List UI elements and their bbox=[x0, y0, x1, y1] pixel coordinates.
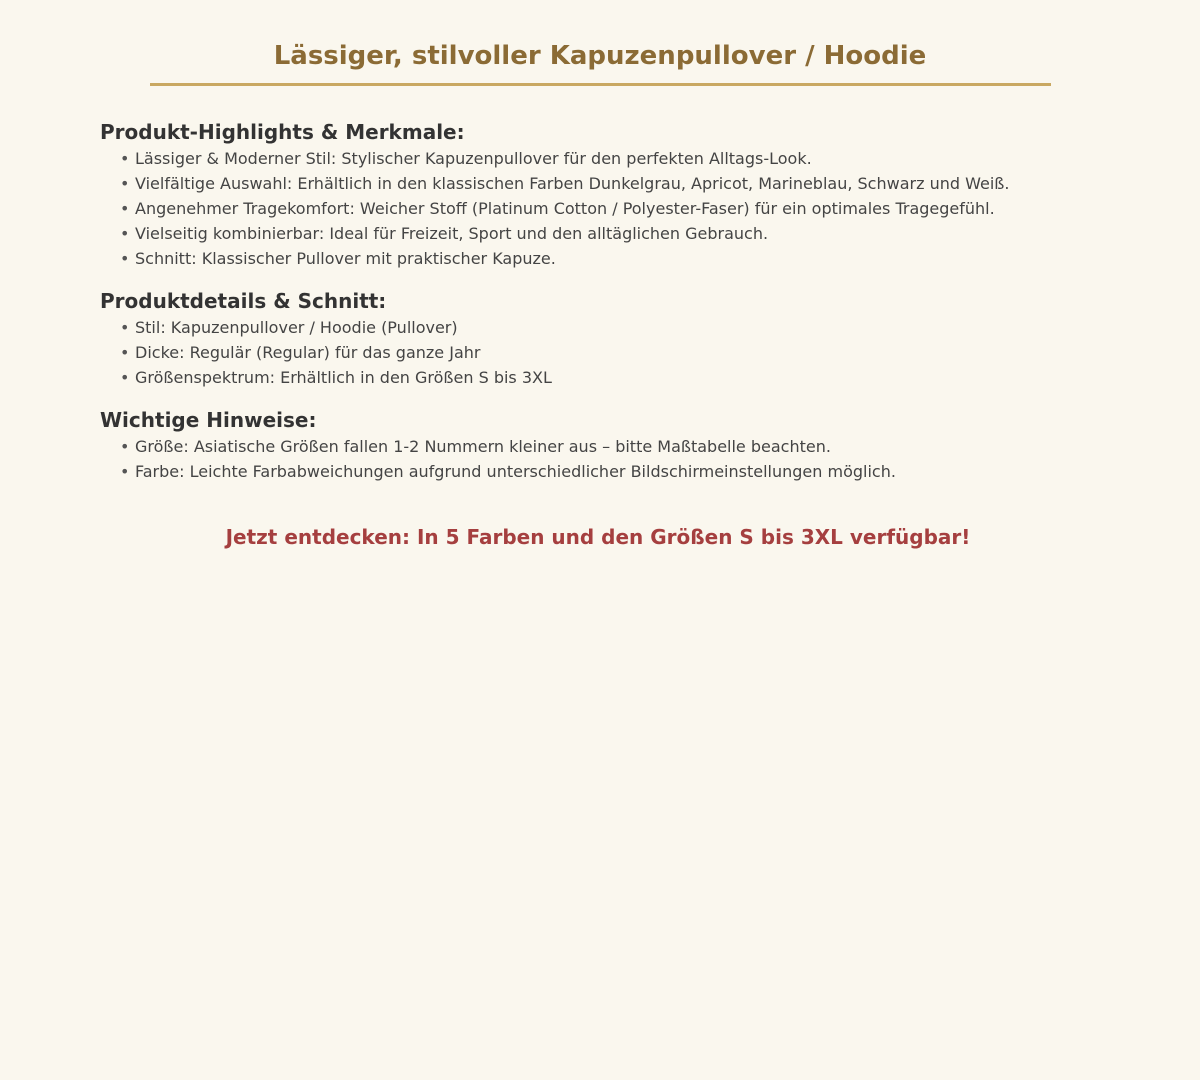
bullet-icon: • bbox=[120, 199, 130, 218]
list-item bbox=[120, 315, 1100, 340]
bullet-icon: • bbox=[120, 343, 130, 362]
title-divider bbox=[150, 83, 1051, 86]
list-item bbox=[120, 434, 1100, 459]
details-list bbox=[100, 315, 1100, 390]
highlights-list bbox=[100, 146, 1100, 271]
list-item-text: Dicke: Regulär (Regular) für das ganze Jahr bbox=[135, 343, 481, 362]
list-item-text: Größe: Asiatische Größen fallen 1-2 Nummern kleiner aus – bitte Maßtabelle beachten. bbox=[135, 437, 831, 456]
bullet-icon: • bbox=[120, 224, 130, 243]
list-item-text: Schnitt: Klassischer Pullover mit praktischer Kapuze. bbox=[135, 249, 556, 268]
section-heading: Produktdetails & Schnitt: bbox=[100, 289, 387, 313]
list-item-text: Lässiger & Moderner Stil: Stylischer Kapuzenpullover für den perfekten Alltags-Look. bbox=[135, 149, 812, 168]
list-item bbox=[120, 146, 1100, 171]
call-to-action: Jetzt entdecken: In 5 Farben und den Größen S bis 3XL verfügbar! bbox=[225, 525, 971, 549]
content-area bbox=[100, 118, 1100, 500]
list-item-text: Vielseitig kombinierbar: Ideal für Freizeit, Sport und den alltäglichen Gebrauch. bbox=[135, 224, 769, 243]
list-item bbox=[120, 365, 1100, 390]
list-item bbox=[120, 340, 1100, 365]
bullet-icon: • bbox=[120, 318, 130, 337]
list-item bbox=[120, 459, 1100, 484]
page-title: Lässiger, stilvoller Kapuzenpullover / Hoodie bbox=[273, 41, 927, 71]
bullet-icon: • bbox=[120, 149, 130, 168]
bullet-icon: • bbox=[120, 174, 130, 193]
section-heading: Produkt-Highlights & Merkmale: bbox=[100, 120, 465, 144]
list-item-text: Vielfältige Auswahl: Erhältlich in den klassischen Farben Dunkelgrau, Apricot, Marineblau, Schwarz und Weiß. bbox=[135, 174, 1010, 193]
list-item-text: Stil: Kapuzenpullover / Hoodie (Pullover) bbox=[135, 318, 458, 337]
bullet-icon: • bbox=[120, 249, 130, 268]
bullet-icon: • bbox=[120, 462, 130, 481]
bullet-icon: • bbox=[120, 437, 130, 456]
section-product-details bbox=[100, 287, 1100, 390]
notes-list bbox=[100, 434, 1100, 484]
list-item-text: Farbe: Leichte Farbabweichungen aufgrund unterschiedlicher Bildschirmeinstellungen möglich. bbox=[135, 462, 896, 481]
list-item-text: Größenspektrum: Erhältlich in den Größen S bis 3XL bbox=[135, 368, 552, 387]
section-heading: Wichtige Hinweise: bbox=[100, 408, 317, 432]
list-item-text: Angenehmer Tragekomfort: Weicher Stoff (Platinum Cotton / Polyester-Faser) für ein optimales Tragegefühl. bbox=[135, 199, 995, 218]
bullet-icon: • bbox=[120, 368, 130, 387]
list-item bbox=[120, 171, 1100, 196]
section-highlights bbox=[100, 118, 1100, 271]
list-item bbox=[120, 246, 1100, 271]
list-item bbox=[120, 221, 1100, 246]
section-important-notes bbox=[100, 406, 1100, 484]
list-item bbox=[120, 196, 1100, 221]
